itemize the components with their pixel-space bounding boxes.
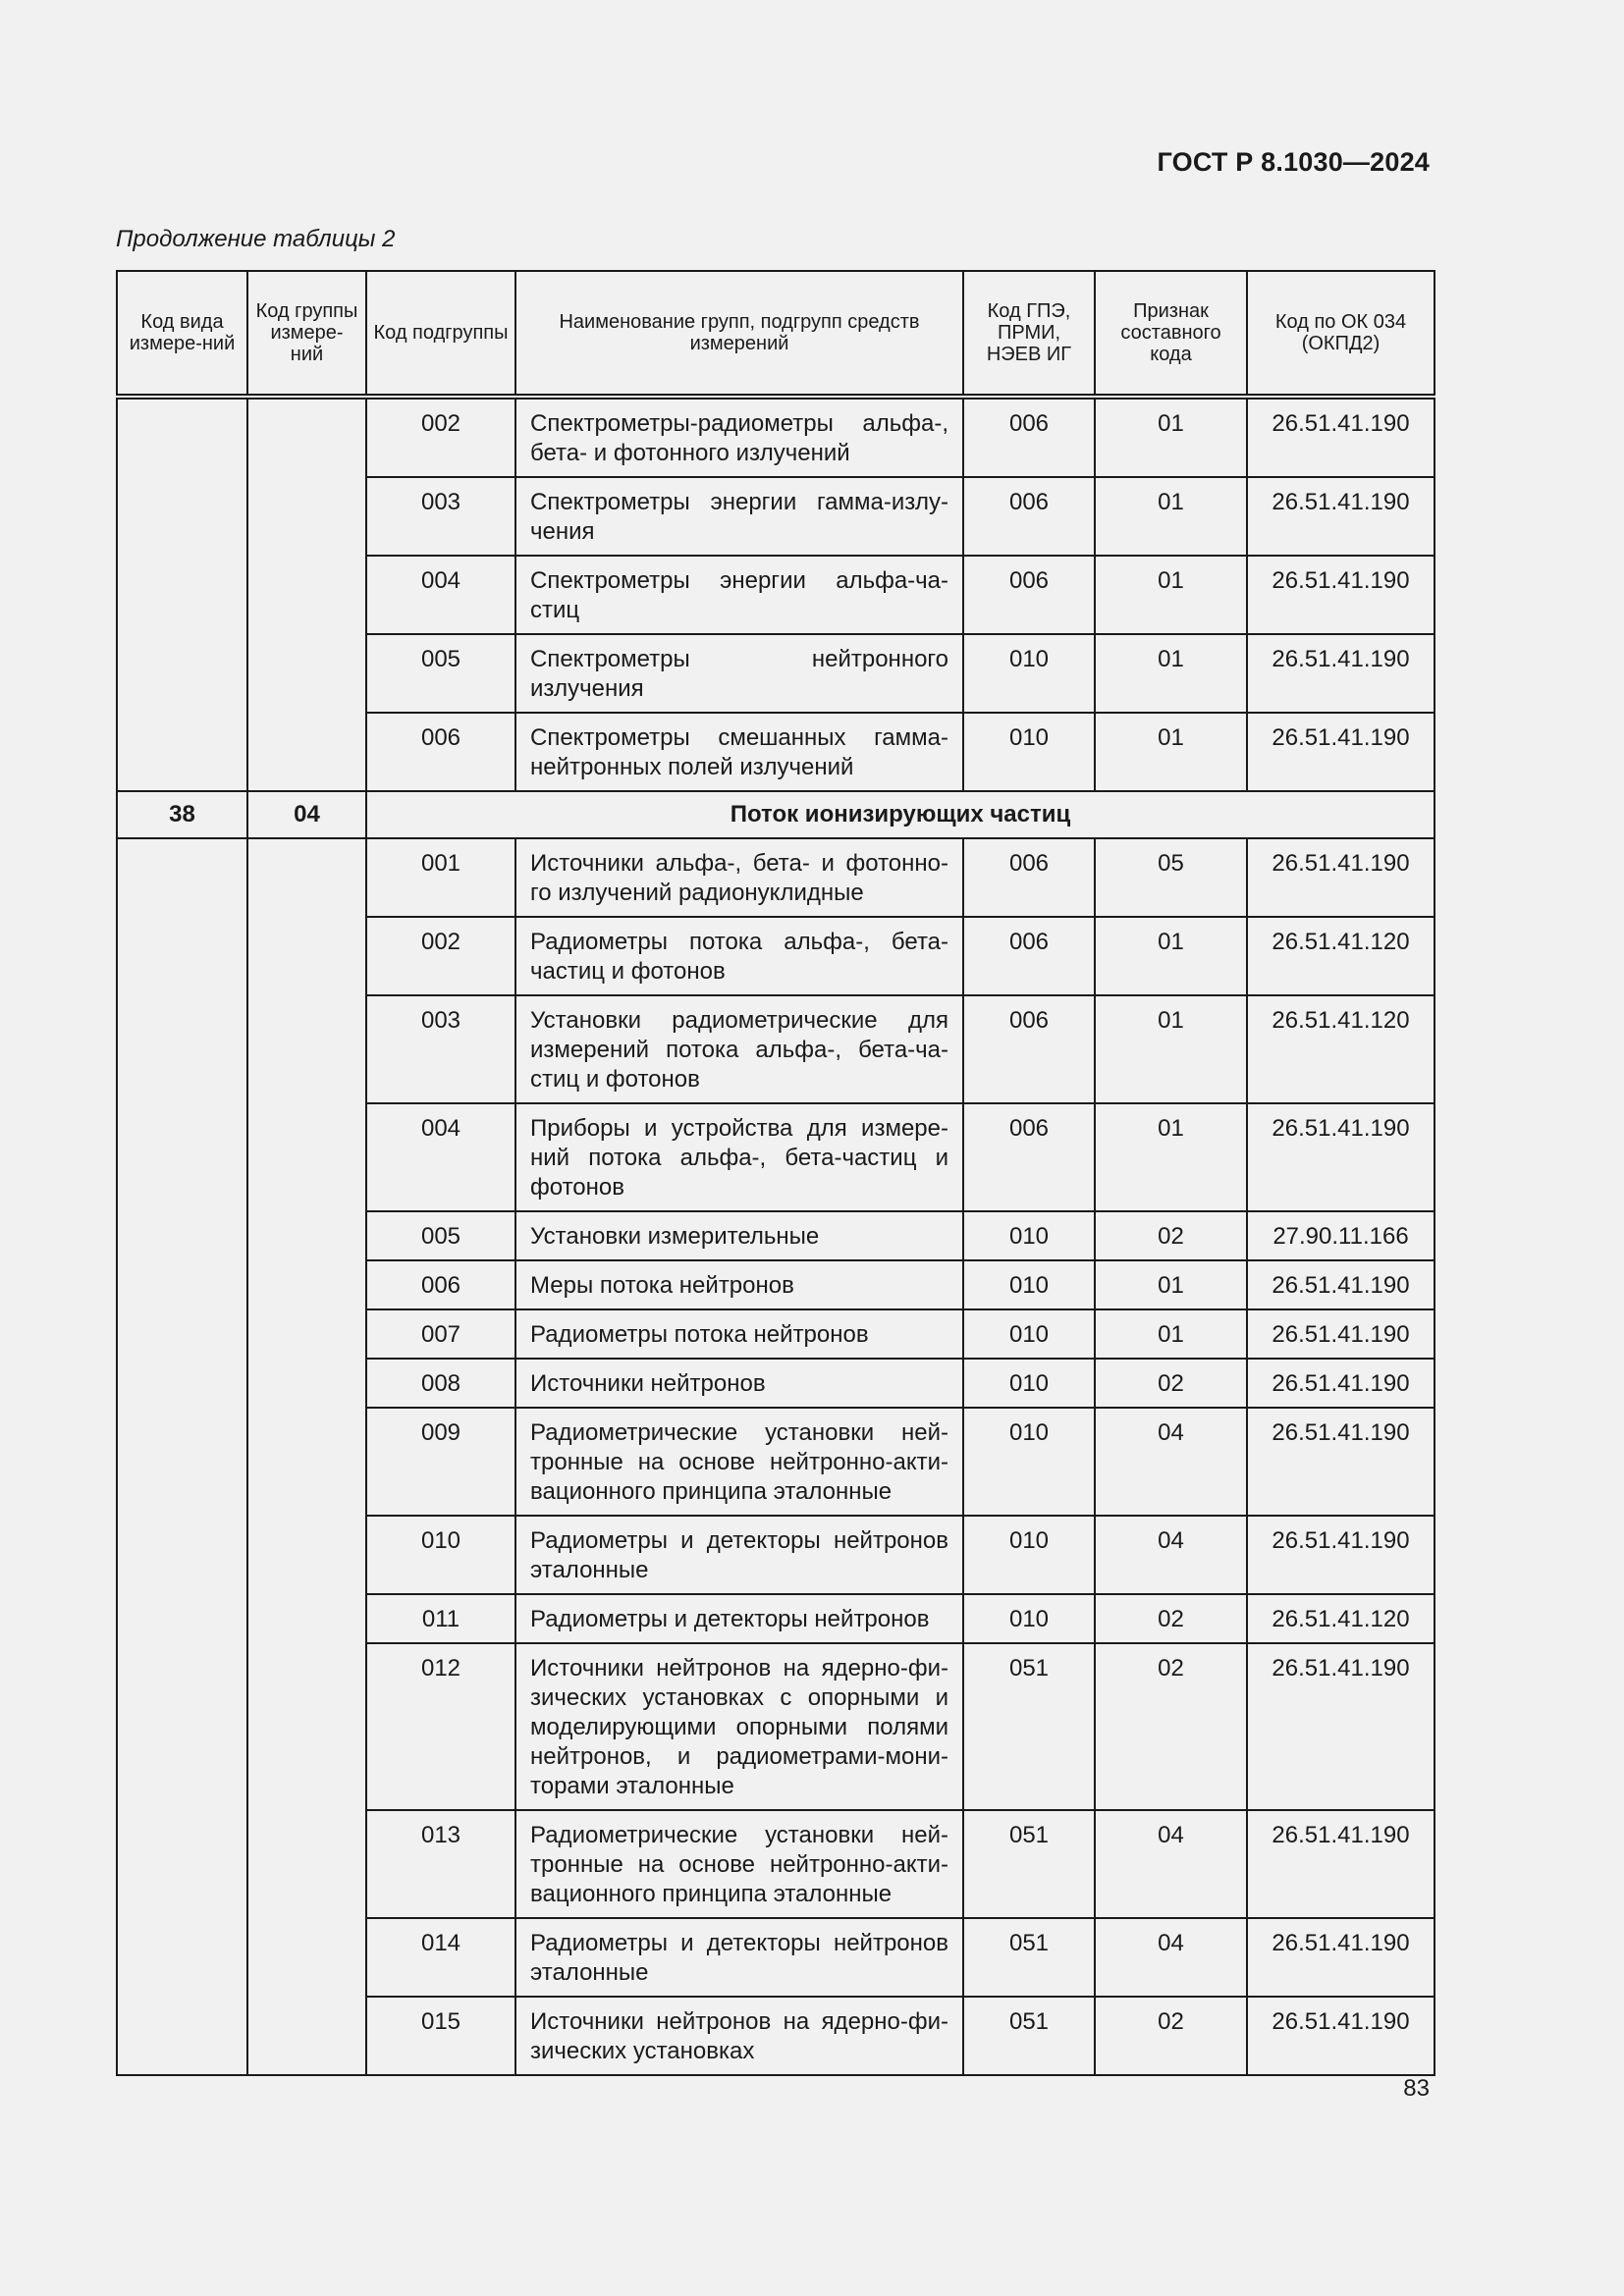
subgroup-name: Спектрометры нейтронного излучения <box>515 634 963 713</box>
composite-sign: 01 <box>1095 917 1247 995</box>
table-header-row <box>117 271 1435 397</box>
subgroup-code: 002 <box>366 397 515 477</box>
composite-sign: 02 <box>1095 1997 1247 2075</box>
empty-group-cell <box>247 838 366 2075</box>
composite-sign: 04 <box>1095 1516 1247 1594</box>
gpe-code: 010 <box>963 1309 1095 1359</box>
gpe-code: 006 <box>963 477 1095 556</box>
okpd-code: 26.51.41.190 <box>1247 556 1435 634</box>
gpe-code: 010 <box>963 1211 1095 1260</box>
subgroup-name: Радиометры потока альфа-, бета-частиц и фотонов <box>515 917 963 995</box>
okpd-code: 27.90.11.166 <box>1247 1211 1435 1260</box>
composite-sign: 02 <box>1095 1594 1247 1643</box>
okpd-code: 26.51.41.190 <box>1247 477 1435 556</box>
okpd-code: 26.51.41.120 <box>1247 995 1435 1103</box>
empty-kind-cell <box>117 838 247 2075</box>
gpe-code: 006 <box>963 556 1095 634</box>
composite-sign: 01 <box>1095 1103 1247 1211</box>
gpe-code: 010 <box>963 1408 1095 1516</box>
gpe-code: 006 <box>963 397 1095 477</box>
subgroup-code: 013 <box>366 1810 515 1918</box>
subgroup-code: 006 <box>366 713 515 791</box>
gpe-code: 006 <box>963 995 1095 1103</box>
subgroup-code: 006 <box>366 1260 515 1309</box>
subgroup-name: Радиометры потока нейтронов <box>515 1309 963 1359</box>
subgroup-code: 011 <box>366 1594 515 1643</box>
header-okpd-code: Код по ОК 034 (ОКПД2) <box>1247 271 1435 397</box>
subgroup-code: 003 <box>366 995 515 1103</box>
gpe-code: 010 <box>963 1594 1095 1643</box>
okpd-code: 26.51.41.190 <box>1247 1997 1435 2075</box>
gpe-code: 006 <box>963 917 1095 995</box>
table-row <box>117 838 1435 917</box>
subgroup-code: 005 <box>366 1211 515 1260</box>
subgroup-code: 014 <box>366 1918 515 1997</box>
group-title: Поток ионизирующих частиц <box>366 791 1435 838</box>
subgroup-name: Радиометрические установки ней-тронные на основе нейтронно-акти-вационного принципа эталонные <box>515 1810 963 1918</box>
subgroup-name: Радиометры и детекторы нейтронов эталонные <box>515 1918 963 1997</box>
page-number: 83 <box>1403 2075 1430 2102</box>
header-composite-sign: Признак составного кода <box>1095 271 1247 397</box>
okpd-code: 26.51.41.190 <box>1247 1309 1435 1359</box>
composite-sign: 05 <box>1095 838 1247 917</box>
composite-sign: 01 <box>1095 634 1247 713</box>
gpe-code: 051 <box>963 1810 1095 1918</box>
gpe-code: 010 <box>963 1260 1095 1309</box>
gpe-code: 006 <box>963 838 1095 917</box>
subgroup-code: 015 <box>366 1997 515 2075</box>
okpd-code: 26.51.41.190 <box>1247 1260 1435 1309</box>
subgroup-name: Установки измерительные <box>515 1211 963 1260</box>
header-gpe-code: Код ГПЭ, ПРМИ, НЭЕВ ИГ <box>963 271 1095 397</box>
subgroup-name: Источники альфа-, бета- и фотонно-го излучений радионуклидные <box>515 838 963 917</box>
subgroup-name: Источники нейтронов на ядерно-фи-зических установках с опорными и моделирующими опорными полями нейтронов, и радиометрами-мони-торами эталонные <box>515 1643 963 1810</box>
gpe-code: 010 <box>963 1516 1095 1594</box>
subgroup-code: 010 <box>366 1516 515 1594</box>
gpe-code: 010 <box>963 1359 1095 1408</box>
okpd-code: 26.51.41.190 <box>1247 1643 1435 1810</box>
composite-sign: 04 <box>1095 1408 1247 1516</box>
subgroup-code: 004 <box>366 556 515 634</box>
subgroup-code: 009 <box>366 1408 515 1516</box>
okpd-code: 26.51.41.120 <box>1247 917 1435 995</box>
okpd-code: 26.51.41.190 <box>1247 1359 1435 1408</box>
composite-sign: 01 <box>1095 1260 1247 1309</box>
okpd-code: 26.51.41.190 <box>1247 397 1435 477</box>
subgroup-name: Радиометрические установки ней-тронные на основе нейтронно-акти-вационного принципа эталонные <box>515 1408 963 1516</box>
empty-group-cell <box>247 397 366 791</box>
subgroup-name: Источники нейтронов на ядерно-фи-зических установках <box>515 1997 963 2075</box>
header-name: Наименование групп, подгрупп средств измерений <box>515 271 963 397</box>
subgroup-name: Установки радиометрические для измерений потока альфа-, бета-ча-стиц и фотонов <box>515 995 963 1103</box>
subgroup-name: Радиометры и детекторы нейтронов <box>515 1594 963 1643</box>
okpd-code: 26.51.41.190 <box>1247 1103 1435 1211</box>
subgroup-code: 003 <box>366 477 515 556</box>
subgroup-code: 001 <box>366 838 515 917</box>
subgroup-name: Спектрометры-радиометры альфа-, бета- и фотонного излучений <box>515 397 963 477</box>
table-caption: Продолжение таблицы 2 <box>116 226 396 252</box>
okpd-code: 26.51.41.190 <box>1247 1516 1435 1594</box>
subgroup-code: 012 <box>366 1643 515 1810</box>
gpe-code: 006 <box>963 1103 1095 1211</box>
composite-sign: 01 <box>1095 713 1247 791</box>
composite-sign: 02 <box>1095 1643 1247 1810</box>
gpe-code: 010 <box>963 634 1095 713</box>
okpd-code: 26.51.41.190 <box>1247 634 1435 713</box>
header-group-code: Код группы измере-ний <box>247 271 366 397</box>
document-code: ГОСТ Р 8.1030—2024 <box>1157 147 1430 177</box>
composite-sign: 02 <box>1095 1359 1247 1408</box>
subgroup-name: Меры потока нейтронов <box>515 1260 963 1309</box>
composite-sign: 02 <box>1095 1211 1247 1260</box>
gpe-code: 051 <box>963 1997 1095 2075</box>
subgroup-name: Спектрометры смешанных гамма-нейтронных полей излучений <box>515 713 963 791</box>
subgroup-name: Радиометры и детекторы нейтронов эталонные <box>515 1516 963 1594</box>
composite-sign: 01 <box>1095 995 1247 1103</box>
okpd-code: 26.51.41.190 <box>1247 1810 1435 1918</box>
okpd-code: 26.51.41.120 <box>1247 1594 1435 1643</box>
composite-sign: 01 <box>1095 1309 1247 1359</box>
subgroup-code: 005 <box>366 634 515 713</box>
group-row <box>117 791 1435 838</box>
subgroup-name: Спектрометры энергии альфа-ча-стиц <box>515 556 963 634</box>
composite-sign: 04 <box>1095 1918 1247 1997</box>
gpe-code: 051 <box>963 1918 1095 1997</box>
group-group-code: 04 <box>247 791 366 838</box>
subgroup-name: Источники нейтронов <box>515 1359 963 1408</box>
gpe-code: 010 <box>963 713 1095 791</box>
composite-sign: 01 <box>1095 477 1247 556</box>
composite-sign: 01 <box>1095 397 1247 477</box>
group-kind-code: 38 <box>117 791 247 838</box>
subgroup-name: Приборы и устройства для измере-ний потока альфа-, бета-частиц и фотонов <box>515 1103 963 1211</box>
okpd-code: 26.51.41.190 <box>1247 713 1435 791</box>
gpe-code: 051 <box>963 1643 1095 1810</box>
okpd-code: 26.51.41.190 <box>1247 838 1435 917</box>
classification-table <box>116 270 1435 2076</box>
header-kind-code: Код вида измере-ний <box>117 271 247 397</box>
subgroup-code: 007 <box>366 1309 515 1359</box>
table-row <box>117 397 1435 477</box>
subgroup-code: 008 <box>366 1359 515 1408</box>
empty-kind-cell <box>117 397 247 791</box>
subgroup-name: Спектрометры энергии гамма-излу-чения <box>515 477 963 556</box>
composite-sign: 04 <box>1095 1810 1247 1918</box>
header-subgroup-code: Код подгруппы <box>366 271 515 397</box>
okpd-code: 26.51.41.190 <box>1247 1408 1435 1516</box>
composite-sign: 01 <box>1095 556 1247 634</box>
subgroup-code: 002 <box>366 917 515 995</box>
okpd-code: 26.51.41.190 <box>1247 1918 1435 1997</box>
subgroup-code: 004 <box>366 1103 515 1211</box>
